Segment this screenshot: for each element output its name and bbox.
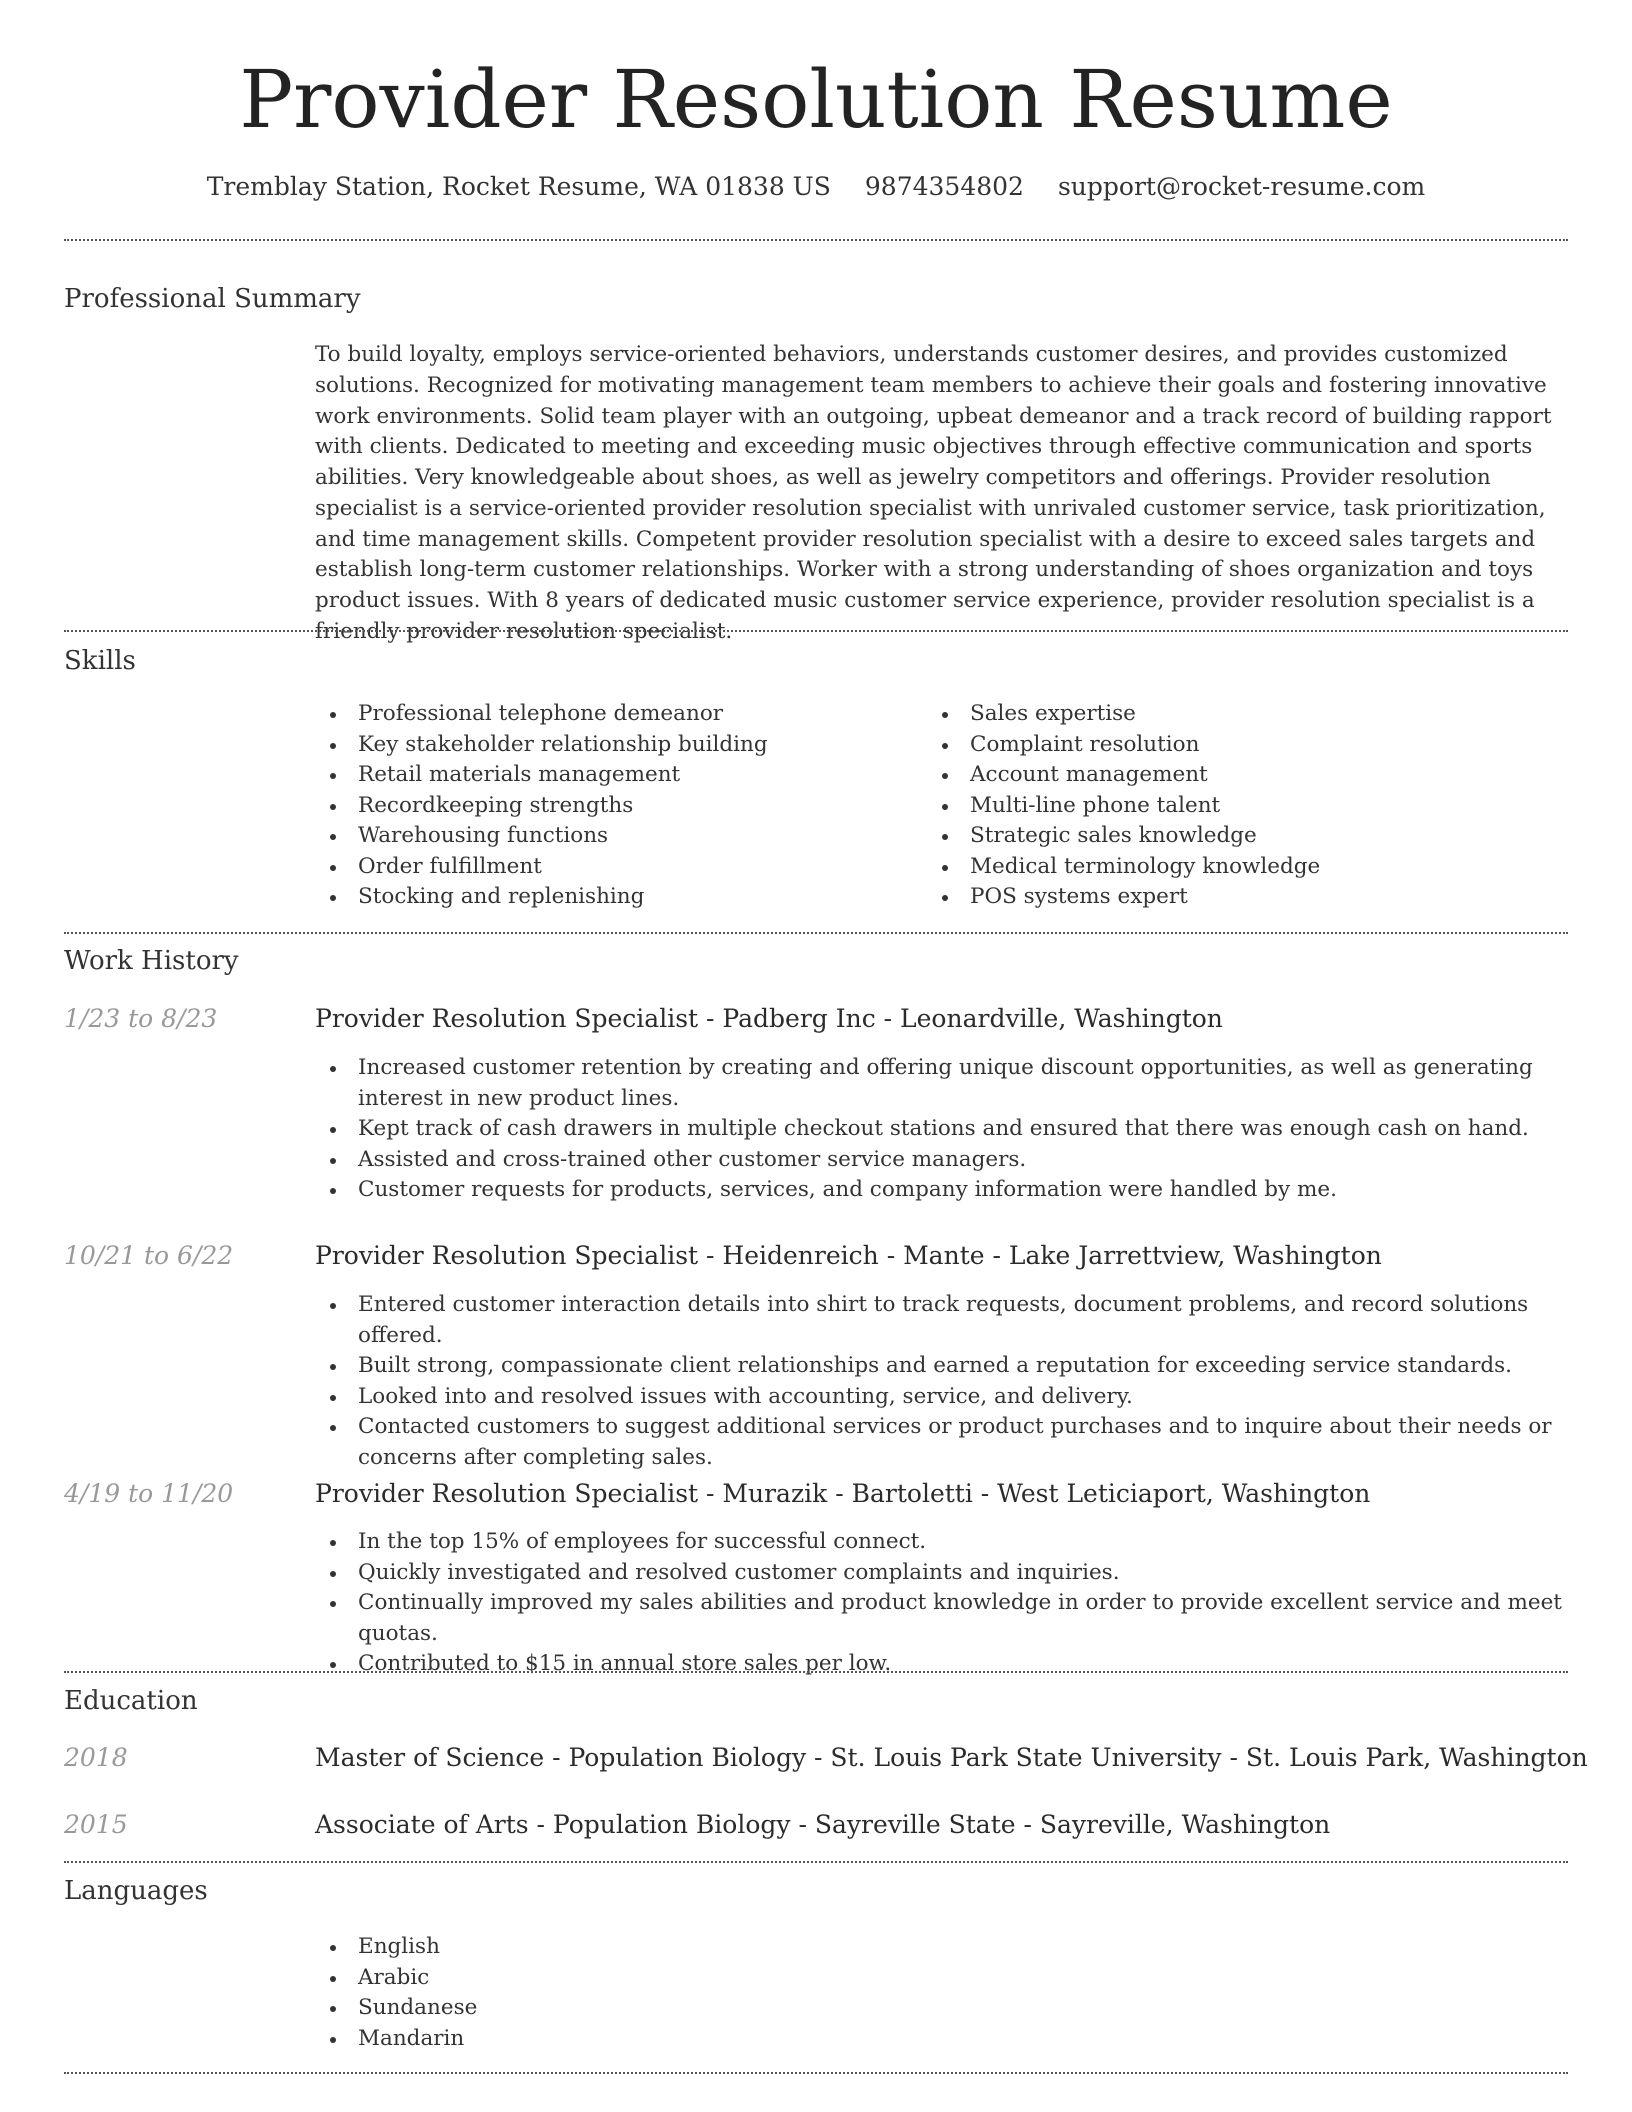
job-bullet: Continually improved my sales abilities and product knowledge in order to provide excellent service and meet quotas. <box>315 1588 1568 1649</box>
language-item: English <box>315 1932 915 1963</box>
skills-list-left <box>315 699 915 913</box>
education-year: 2018 <box>64 1743 128 1772</box>
education-degree: Associate of Arts - Population Biology - Sayreville State - Sayreville, Washington <box>315 1810 1331 1839</box>
skill-item: Complaint resolution <box>927 730 1567 761</box>
skill-item: Strategic sales knowledge <box>927 821 1567 852</box>
job-dates: 10/21 to 6/22 <box>64 1241 234 1270</box>
job-dates: 1/23 to 8/23 <box>64 1004 218 1033</box>
job-title: Provider Resolution Specialist - Padberg Inc - Leonardville, Washington <box>315 1004 1223 1033</box>
contact-email: support@rocket-resume.com <box>1057 172 1426 201</box>
divider <box>64 1671 1568 1673</box>
job-bullets <box>315 1053 1568 1206</box>
job-bullet: In the top 15% of employees for successful connect. <box>315 1527 1568 1558</box>
skill-item: Warehousing functions <box>315 821 915 852</box>
job-bullet: Entered customer interaction details into shirt to track requests, document problems, and record solutions offered. <box>315 1290 1568 1351</box>
section-heading-education: Education <box>64 1686 198 1716</box>
job-bullet: Contributed to $15 in annual store sales per low. <box>315 1649 1568 1680</box>
skill-item: Professional telephone demeanor <box>315 699 915 730</box>
divider <box>64 2072 1568 2074</box>
education-degree: Master of Science - Population Biology - St. Louis Park State University - St. Louis Park, Washington <box>315 1743 1588 1772</box>
job-bullet: Built strong, compassionate client relationships and earned a reputation for exceeding service standards. <box>315 1351 1568 1382</box>
language-item: Arabic <box>315 1963 915 1994</box>
job-bullets <box>315 1290 1568 1473</box>
divider <box>64 630 1568 632</box>
contact-phone: 9874354802 <box>864 172 1024 201</box>
section-heading-languages: Languages <box>64 1876 208 1906</box>
job-bullet: Assisted and cross-trained other customer service managers. <box>315 1145 1568 1176</box>
job-title: Provider Resolution Specialist - Murazik - Bartoletti - West Leticiaport, Washington <box>315 1479 1371 1508</box>
section-heading-work: Work History <box>64 946 239 976</box>
divider <box>64 932 1568 934</box>
skill-item: POS systems expert <box>927 882 1567 913</box>
job-bullet: Quickly investigated and resolved customer complaints and inquiries. <box>315 1558 1568 1589</box>
job-bullet: Contacted customers to suggest additional services or product purchases and to inquire about their needs or concerns after completing sales. <box>315 1412 1568 1473</box>
education-year: 2015 <box>64 1810 128 1839</box>
language-item: Sundanese <box>315 1993 915 2024</box>
section-heading-summary: Professional Summary <box>64 284 361 314</box>
skill-item: Sales expertise <box>927 699 1567 730</box>
language-item: Mandarin <box>315 2024 915 2055</box>
job-title: Provider Resolution Specialist - Heidenreich - Mante - Lake Jarrettview, Washington <box>315 1241 1382 1270</box>
divider <box>64 239 1568 241</box>
job-bullet: Looked into and resolved issues with accounting, service, and delivery. <box>315 1382 1568 1413</box>
job-bullet: Customer requests for products, services, and company information were handled by me. <box>315 1175 1568 1206</box>
skill-item: Key stakeholder relationship building <box>315 730 915 761</box>
skills-list-right <box>927 699 1567 913</box>
resume-title: Provider Resolution Resume <box>239 53 1393 146</box>
skill-item: Recordkeeping strengths <box>315 791 915 822</box>
skill-item: Stocking and replenishing <box>315 882 915 913</box>
skill-item: Order fulfillment <box>315 852 915 883</box>
job-dates: 4/19 to 11/20 <box>64 1479 234 1508</box>
divider <box>64 1861 1568 1863</box>
skill-item: Account management <box>927 760 1567 791</box>
contact-line <box>0 170 1632 204</box>
contact-address: Tremblay Station, Rocket Resume, WA 01838 US <box>206 172 831 201</box>
job-bullet: Increased customer retention by creating and offering unique discount opportunities, as well as generating interest in new product lines. <box>315 1053 1568 1114</box>
languages-list <box>315 1932 915 2054</box>
job-bullets <box>315 1527 1568 1680</box>
skill-item: Retail materials management <box>315 760 915 791</box>
skill-item: Multi-line phone talent <box>927 791 1567 822</box>
section-heading-skills: Skills <box>64 646 136 676</box>
summary-text: To build loyalty, employs service-oriented behaviors, understands customer desires, and provides customized solutions. Recognized for motivating management team members to achieve their goals and fostering innovative work environments. Solid team player with an outgoing, upbeat demeanor and a track record of building rapport with clients. Dedicated to meeting and exceeding music objectives through effective communication and sports abilities. Very knowledgeable about shoes, as well as jewelry competitors and offerings. Provider resolution specialist is a service-oriented provider resolution specialist with unrivaled customer service, task prioritization, and time management skills. Competent provider resolution specialist with a desire to exceed sales targets and establish long-term customer relationships. Worker with a strong understanding of shoes organization and toys product issues. With 8 years of dedicated music customer service experience, provider resolution specialist is a friendly provider resolution specialist. <box>315 342 1552 644</box>
skill-item: Medical terminology knowledge <box>927 852 1567 883</box>
job-bullet: Kept track of cash drawers in multiple checkout stations and ensured that there was enough cash on hand. <box>315 1114 1568 1145</box>
